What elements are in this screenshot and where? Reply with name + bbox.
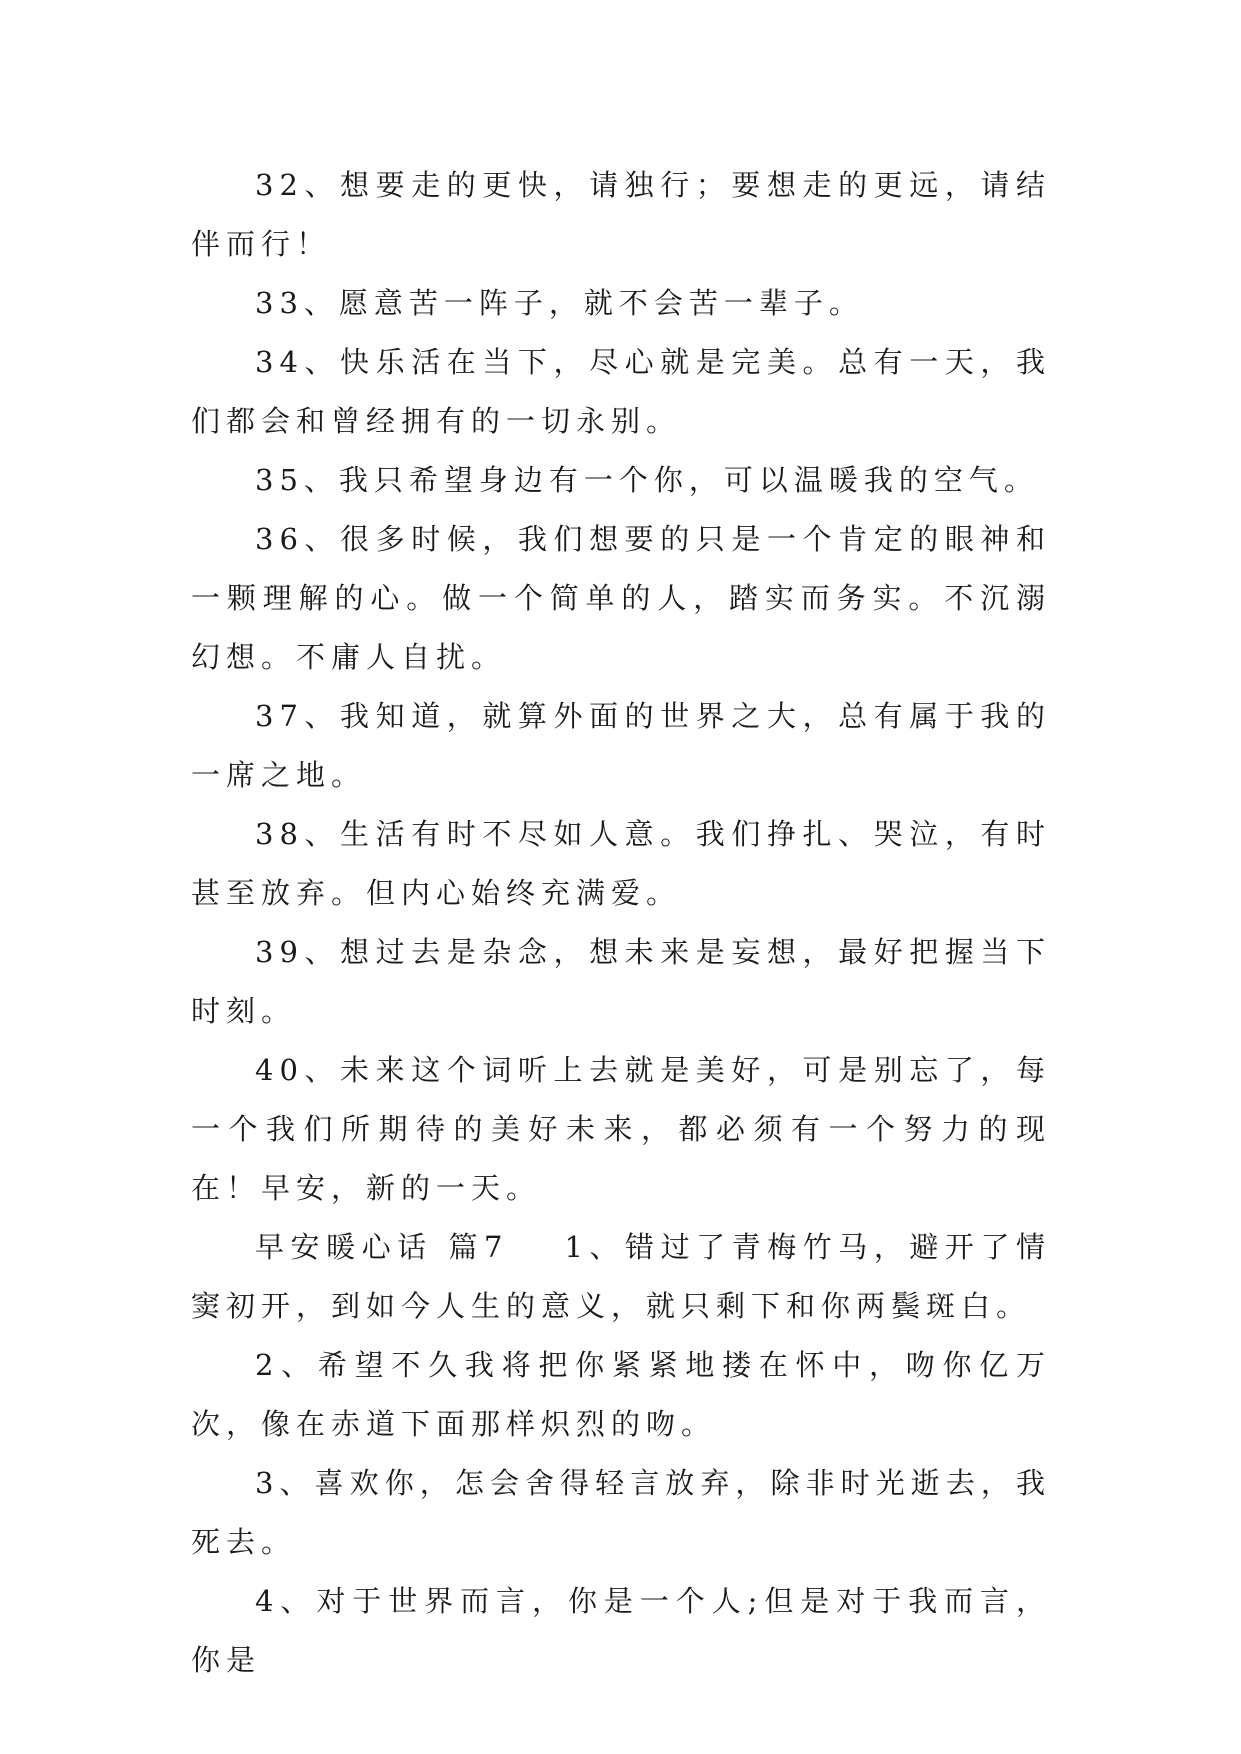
section-first-item: 1、错过了青梅竹马，避开了情窦初开，到如今人生的意义，就只剩下和你两鬓斑白。 [191, 1230, 1052, 1323]
paragraph-3: 3、喜欢你，怎会舍得轻言放弃，除非时光逝去，我死去。 [191, 1466, 1051, 1559]
paragraph-36: 36、很多时候，我们想要的只是一个肯定的眼神和一颗理解的心。做一个简单的人，踏实而务实。不沉溺幻想。不庸人自扰。 [191, 522, 1051, 674]
paragraph-33: 33、愿意苦一阵子，就不会苦一辈子。 [255, 286, 864, 320]
paragraph-39: 39、想过去是杂念，想未来是妄想，最好把握当下时刻。 [191, 935, 1051, 1028]
paragraph-34: 34、快乐活在当下，尽心就是完美。总有一天，我们都会和曾经拥有的一切永别。 [191, 345, 1051, 438]
paragraph-35: 35、我只希望身边有一个你，可以温暖我的空气。 [255, 463, 1039, 497]
section-title: 早安暖心话 篇7 [255, 1230, 509, 1264]
paragraph-2: 2、希望不久我将把你紧紧地搂在怀中，吻你亿万次，像在赤道下面那样炽烈的吻。 [191, 1348, 1051, 1441]
section-paragraph [191, 1218, 1051, 1336]
paragraph-4: 4、对于世界而言，你是一个人;但是对于我而言，你是 [191, 1584, 1051, 1677]
paragraph-38: 38、生活有时不尽如人意。我们挣扎、哭泣，有时甚至放弃。但内心始终充满爱。 [191, 817, 1051, 910]
paragraph-40: 40、未来这个词听上去就是美好，可是别忘了，每一个我们所期待的美好未来，都必须有一个努力的现在！早安，新的一天。 [191, 1053, 1051, 1205]
document-page [191, 156, 1051, 1690]
paragraph-37: 37、我知道，就算外面的世界之大，总有属于我的一席之地。 [191, 699, 1051, 792]
paragraph-32: 32、想要走的更快，请独行；要想走的更远，请结伴而行！ [191, 168, 1051, 261]
